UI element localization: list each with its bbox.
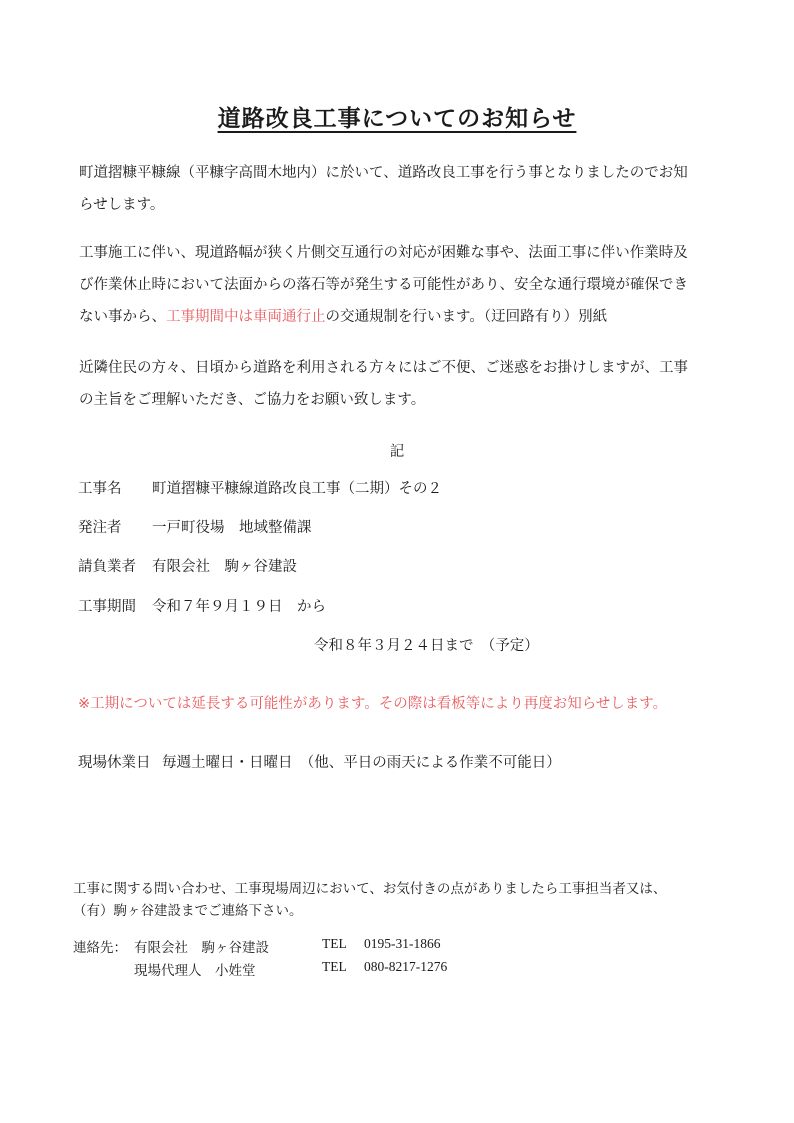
company-tel-label: TEL <box>322 936 347 951</box>
period-end: 令和８年３月２４日まで （予定） <box>314 638 539 654</box>
contact-label: 連絡先： <box>73 940 127 956</box>
intro-line-1: 町道摺糠平糠線（平糠字高間木地内）に於いて、道路改良工事を行う事となりましたのでお知 <box>79 165 688 181</box>
period-row <box>78 595 326 616</box>
reason-line-3 <box>79 301 729 333</box>
notice-title-text: 道路改良工事についてのお知らせ <box>217 106 577 132</box>
apology-line-2: の主旨をご理解いただき、ご協力をお願い致します。 <box>79 392 426 408</box>
project-name-value: 町道摺糠平糠線道路改良工事（二期）その２ <box>152 481 442 497</box>
notice-title <box>0 100 794 133</box>
inquiry-line-1: 工事に関する問い合わせ、工事現場周辺において、お気付きの点がありましたら工事担当者又は、 <box>73 881 667 897</box>
apology-paragraph <box>79 352 729 416</box>
inquiry-paragraph <box>73 878 733 922</box>
company-tel: 0195-31-1866 <box>364 936 441 951</box>
ki-heading: 記 <box>389 444 405 460</box>
intro-line-2: らせします。 <box>79 197 165 213</box>
road-closure-highlight: 工事期間中は車両通行止 <box>166 309 326 325</box>
contractor-row <box>78 555 297 576</box>
contractor-label: 請負業者 <box>78 559 136 575</box>
apology-line-1: 近隣住民の方々、日頃から道路を利用される方々にはご不便、ご迷惑をお掛けしますが、工事 <box>79 360 688 376</box>
holiday-row <box>78 751 561 772</box>
reason-line-3-post: の交通規制を行います。（迂回路有り）別紙 <box>325 309 608 325</box>
project-name-row <box>78 477 442 498</box>
contractor-value: 有限会社 駒ヶ谷建設 <box>152 559 297 575</box>
holiday-value: 毎週土曜日・日曜日 （他、平日の雨天による作業不可能日） <box>162 755 561 771</box>
period-start: 令和７年９月１９日 から <box>152 599 326 615</box>
holiday-label: 現場休業日 <box>78 755 151 771</box>
inquiry-line-2: （有）駒ヶ谷建設までご連絡下さい。 <box>73 903 303 919</box>
reason-paragraph <box>79 237 729 333</box>
period-label: 工事期間 <box>78 599 136 615</box>
agent-tel-label: TEL <box>322 959 347 974</box>
reason-line-2: び作業休止時において法面からの落石等が発生する可能性があり、安全な通行環境が確保でき <box>79 277 688 293</box>
intro-paragraph <box>79 157 729 221</box>
client-value: 一戸町役場 地域整備課 <box>152 520 312 536</box>
extension-note: ※工期については延長する可能性があります。その際は看板等により再度お知らせします。 <box>78 696 668 712</box>
client-label: 発注者 <box>78 520 122 536</box>
reason-line-1: 工事施工に伴い、現道路幅が狭く片側交互通行の対応が困難な事や、法面工事に伴い作業時及 <box>79 245 688 261</box>
contact-company: 有限会社 駒ヶ谷建設 <box>134 940 269 956</box>
period-end-row <box>314 634 539 655</box>
reason-line-3-pre: ない事から、 <box>79 309 166 325</box>
contact-agent: 現場代理人 小姓堂 <box>134 963 256 979</box>
agent-tel: 080-8217-1276 <box>364 959 448 974</box>
client-row <box>78 516 312 537</box>
project-name-label: 工事名 <box>78 481 122 497</box>
